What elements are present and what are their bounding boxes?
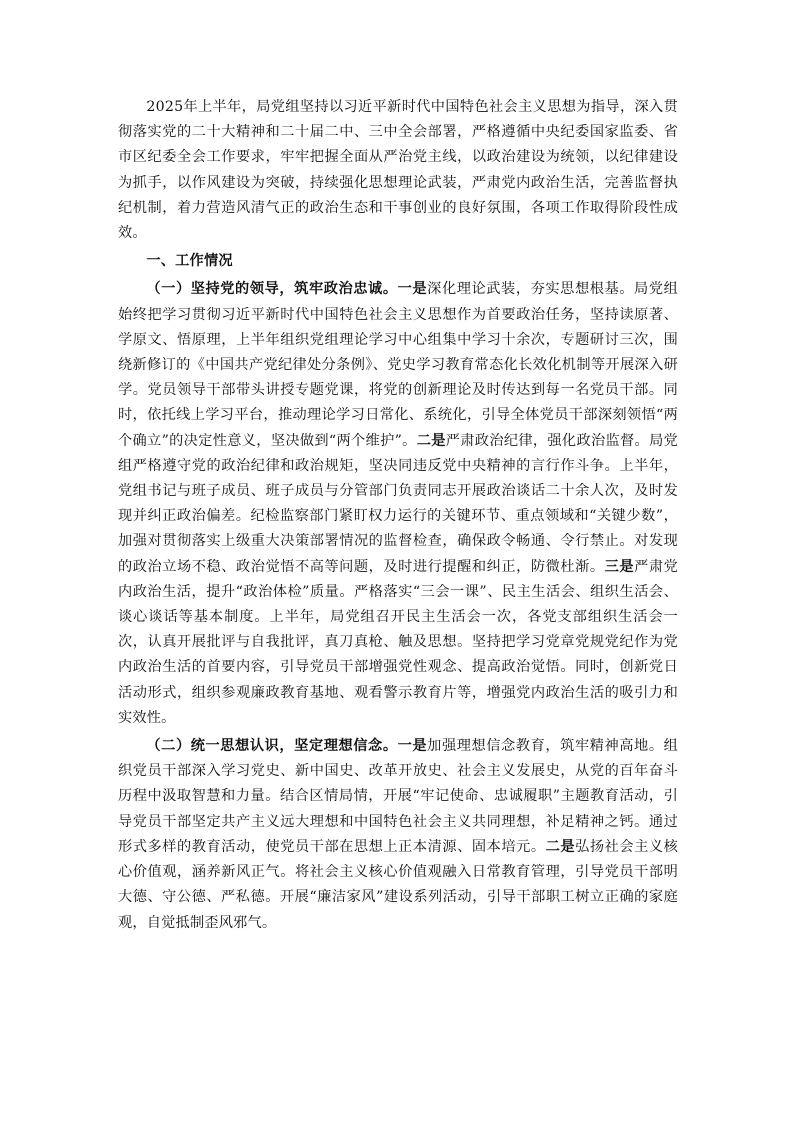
point-marker: 二是 xyxy=(416,432,446,449)
point-marker: 三是 xyxy=(604,558,635,575)
document-body xyxy=(118,95,678,936)
subsection-1-paragraph xyxy=(118,277,678,731)
point-marker: 一是 xyxy=(397,738,428,755)
heading-text: 一、工作情况 xyxy=(146,253,233,270)
subsection-2-paragraph xyxy=(118,734,678,936)
point-marker: 二是 xyxy=(545,838,576,855)
point-text: 深化理论武装，夯实思想根基。局党组始终把学习贯彻习近平新时代中国特色社会主义思想作为首要政治任务，坚持读原著、学原文、悟原理，上半年组织党组理论学习中心组集中学习十余次，专题研讨三次，围绕新修订的《中国共产党纪律处分条例》、党史学习教育常态化长效化机制等开展深入研学。党员领导干部带头讲授专题党课，将党的创新理论及时传达到每一名党员干部。同时，依托线上学习平台，推动理论学习日常化、系统化，引导全体党员干部深刻领悟“两个确立”的决定性意义，坚决做到“两个维护”。 xyxy=(118,281,678,449)
point-text: 弘扬社会主义核心价值观，涵养新风正气。将社会主义核心价值观融入日常教育管理，引导党员干部明大德、守公德、严私德。开展“廉洁家风”建设系列活动，引导干部职工树立正确的家庭观，自觉抵制歪风邪气。 xyxy=(118,838,678,931)
intro-paragraph: 2025年上半年，局党组坚持以习近平新时代中国特色社会主义思想为指导，深入贯彻落实党的二十大精神和二十届二中、三中全会部署，严格遵循中央纪委国家监委、省市区纪委全会工作要求，牢牢把握全面从严治党主线，以政治建设为统领，以纪律建设为抓手，以作风建设为突破，持续强化思想理论武装，严肃党内政治生活，完善监督执纪机制，着力营造风清气正的政治生态和干事创业的良好氛围，各项工作取得阶段性成效。 xyxy=(118,99,678,242)
point-text: 严肃政治纪律，强化政治监督。局党组严格遵守党的政治纪律和政治规矩，坚决同违反党中央精神的言行作斗争。上半年，党组书记与班子成员、班子成员与分管部门负责同志开展政治谈话二十余人次，及时发现并纠正政治偏差。纪检监察部门紧盯权力运行的关键环节、重点领域和“关键少数”，加强对贯彻落实上级重大决策部署情况的监督检查，确保政令畅通、令行禁止。对发现的政治立场不稳、政治觉悟不高等问题，及时进行提醒和纠正，防微杜渐。 xyxy=(118,432,678,575)
point-text: 加强理想信念教育，筑牢精神高地。组织党员干部深入学习党史、新中国史、改革开放史、社会主义发展史，从党的百年奋斗历程中汲取智慧和力量。结合区情局情，开展“牢记使命、忠诚履职”主题教育活动，引导党员干部坚定共产主义远大理想和中国特色社会主义共同理想，补足精神之钙。通过形式多样的教育活动，使党员干部在思想上正本清源、固本培元。 xyxy=(118,738,678,855)
point-marker: 一是 xyxy=(397,281,428,298)
point-text: 严肃党内政治生活，提升“政治体检”质量。严格落实“三会一课”、民主生活会、组织生活会、谈心谈话等基本制度。上半年，局党组召开民主生活会一次，各党支部组织生活会一次，认真开展批评与自我批评，真刀真枪、触及思想。坚持把学习党章党规党纪作为党内政治生活的首要内容，引导党员干部增强党性观念、提高政治觉悟。同时，创新党日活动形式，组织参观廉政教育基地、观看警示教育片等，增强党内政治生活的吸引力和实效性。 xyxy=(118,558,678,726)
section-heading xyxy=(118,249,678,274)
subsection-2-title: （二）统一思想认识，坚定理想信念。 xyxy=(146,738,398,755)
subsection-1-title: （一）坚持党的领导，筑牢政治忠诚。 xyxy=(146,281,398,298)
